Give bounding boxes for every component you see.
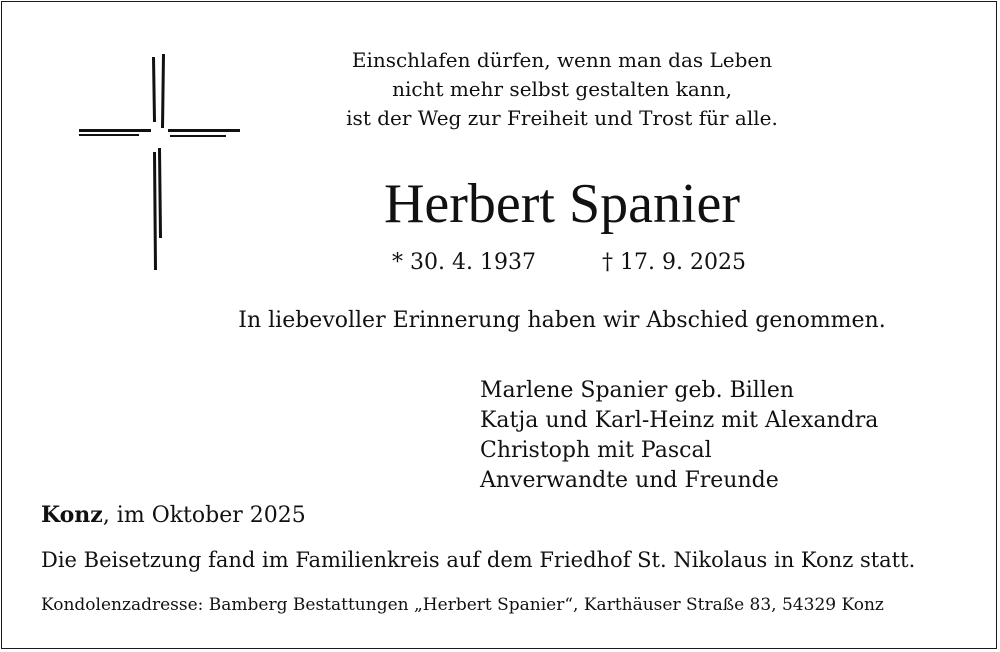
mourner-entry: Christoph mit Pascal <box>480 438 712 463</box>
obituary-card <box>1 1 997 649</box>
place-date: , im Oktober 2025 <box>102 503 306 528</box>
motto-line: ist der Weg zur Freiheit und Trost für alle. <box>346 106 778 130</box>
deceased-name: Herbert Spanier <box>383 173 741 235</box>
cross-icon <box>74 52 246 274</box>
mourner-entry: Marlene Spanier geb. Billen <box>480 378 795 403</box>
condolence-address: Kondolenzadresse: Bamberg Bestattungen „Herbert Spanier“, Karthäuser Straße 83, 54329 Konz <box>41 595 884 615</box>
motto-line: Einschlafen dürfen, wenn man das Leben <box>351 48 773 72</box>
mourners-list <box>480 376 878 496</box>
mourner-entry: Anverwandte und Freunde <box>480 468 779 493</box>
mourner-entry: Katja und Karl-Heinz mit Alexandra <box>480 408 879 433</box>
birth-date: * 30. 4. 1937 <box>392 250 536 275</box>
motto-verse <box>322 46 802 133</box>
death-date: † 17. 9. 2025 <box>602 250 746 275</box>
place-and-date <box>41 502 306 528</box>
place-town: Konz <box>41 502 103 528</box>
burial-notice: Die Beisetzung fand im Familienkreis auf dem Friedhof St. Nikolaus in Konz statt. <box>41 548 916 572</box>
farewell-text: In liebevoller Erinnerung haben wir Abschied genommen. <box>238 308 886 333</box>
motto-line: nicht mehr selbst gestalten kann, <box>392 77 732 101</box>
